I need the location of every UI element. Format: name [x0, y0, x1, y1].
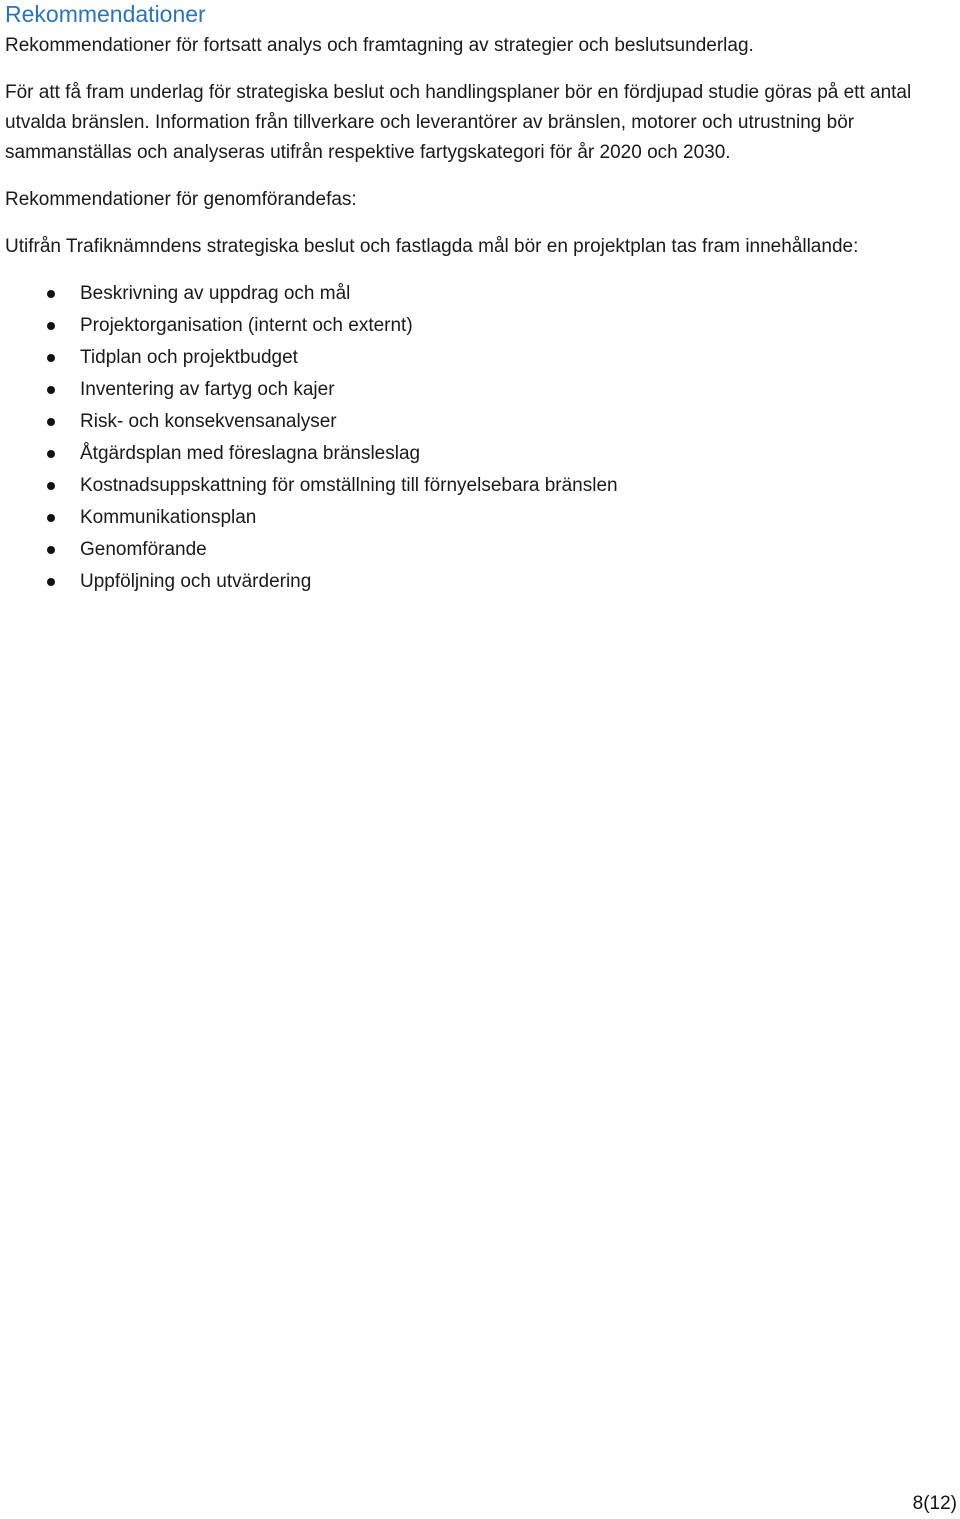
document-page: [5, 0, 955, 598]
bullet-icon: [47, 418, 55, 426]
list-item-text: Risk- och konsekvensanalyser: [80, 411, 337, 432]
list-item: [5, 438, 955, 470]
list-item-text: Tidplan och projektbudget: [80, 347, 298, 368]
bullet-icon: [47, 514, 55, 522]
section-heading: Rekommendationer: [5, 1, 206, 27]
page-number: 8(12): [912, 1493, 957, 1514]
bullet-icon: [47, 290, 55, 298]
subheading-paragraph: Rekommendationer för genomförandefas:: [5, 189, 357, 210]
list-item: [5, 310, 955, 342]
list-item-text: Projektorganisation (internt och externt): [80, 315, 413, 336]
main-paragraph: För att få fram underlag för strategiska beslut och handlingsplaner bör en fördjupad studie göras på ett antal utvalda bränslen. Information från tillverkare och leverantörer av bränslen, motorer och utrustning bör sammanställas och analyseras utifrån respektive fartygskategori för år 2020 och 2030.: [5, 82, 912, 163]
intro-paragraph: Rekommendationer för fortsatt analys och framtagning av strategier och beslutsunderlag.: [5, 35, 754, 56]
list-item-text: Inventering av fartyg och kajer: [80, 379, 335, 400]
list-item: [5, 502, 955, 534]
list-item: [5, 470, 955, 502]
bullet-icon: [47, 322, 55, 330]
list-item-text: Genomförande: [80, 539, 207, 560]
plan-paragraph: Utifrån Trafiknämndens strategiska beslut och fastlagda mål bör en projektplan tas fram innehållande:: [5, 236, 859, 257]
bullet-icon: [47, 482, 55, 490]
list-item: [5, 342, 955, 374]
list-item-text: Beskrivning av uppdrag och mål: [80, 283, 351, 304]
bullet-icon: [47, 354, 55, 362]
bullet-icon: [47, 386, 55, 394]
bullet-icon: [47, 546, 55, 554]
list-item-text: Åtgärdsplan med föreslagna bränsleslag: [80, 443, 421, 464]
list-item-text: Kostnadsuppskattning för omställning till förnyelsebara bränslen: [80, 475, 618, 496]
list-item: [5, 566, 955, 598]
bullet-list: [5, 278, 955, 598]
bullet-icon: [47, 578, 55, 586]
list-item: [5, 374, 955, 406]
list-item-text: Kommunikationsplan: [80, 507, 257, 528]
bullet-icon: [47, 450, 55, 458]
list-item: [5, 278, 955, 310]
list-item-text: Uppföljning och utvärdering: [80, 571, 312, 592]
list-item: [5, 406, 955, 438]
list-item: [5, 534, 955, 566]
